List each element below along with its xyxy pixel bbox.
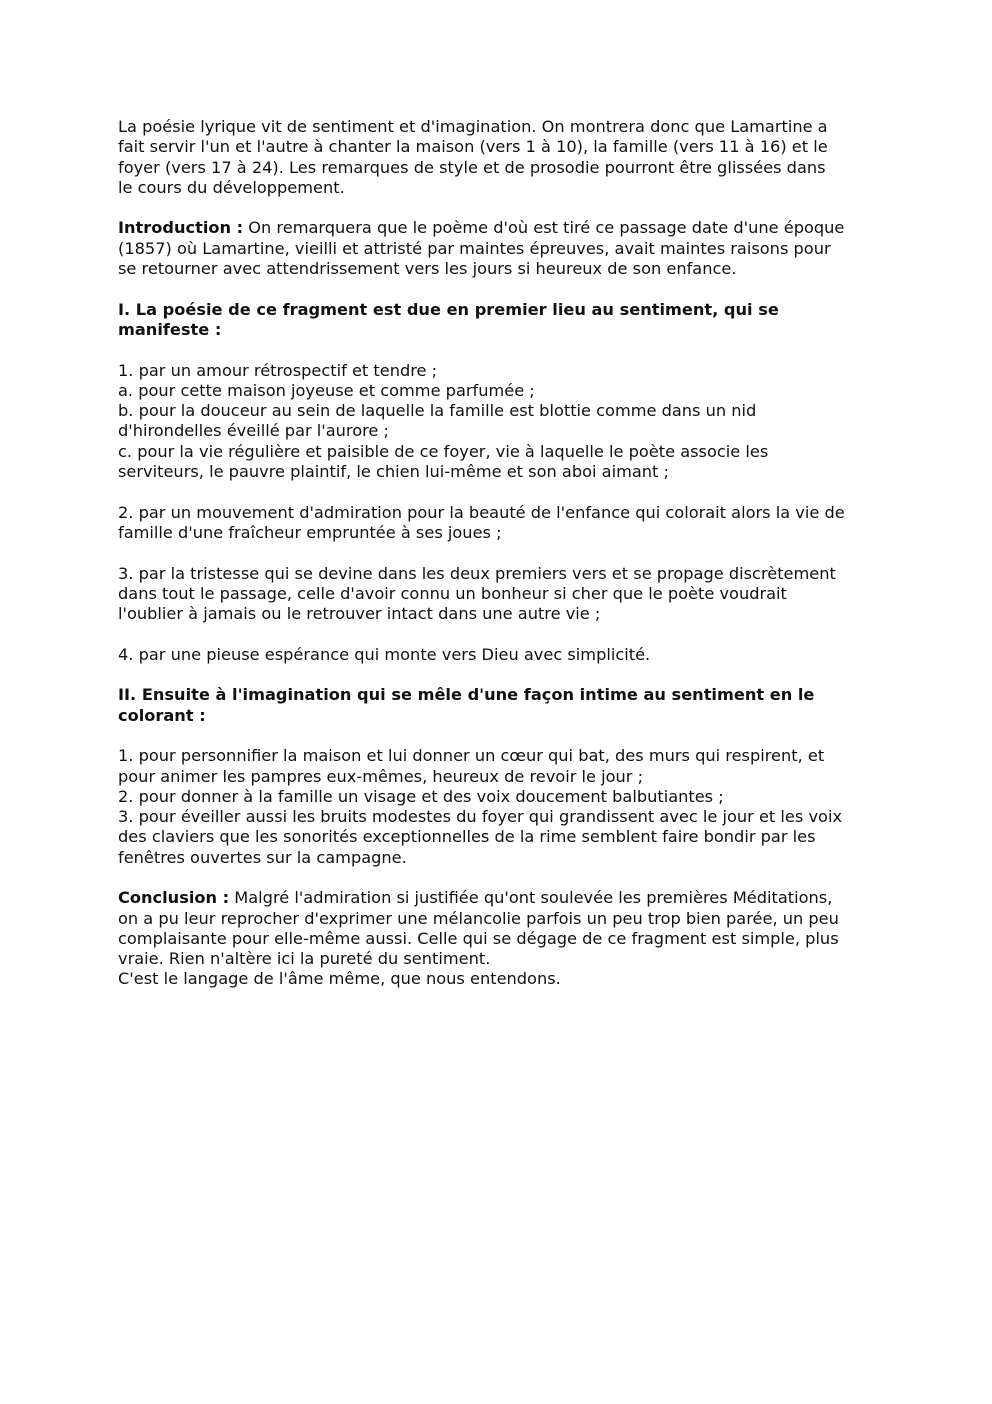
introduction-paragraph bbox=[118, 218, 878, 279]
intro-paragraph bbox=[118, 117, 878, 198]
text-line: La poésie lyrique vit de sentiment et d'imagination. On montrera donc que Lamartine a bbox=[118, 117, 828, 136]
conclusion-text: Malgré l'admiration si justifiée qu'ont soulevée les premières Méditations, bbox=[229, 888, 833, 908]
list-item: des claviers que les sonorités exceptionnelles de la rime semblent faire bondir par les bbox=[118, 827, 816, 847]
list-item: 1. par un amour rétrospectif et tendre ; bbox=[118, 360, 438, 380]
text-line: on a pu leur reprocher d'exprimer une mélancolie parfois un peu trop bien parée, un peu bbox=[118, 908, 839, 928]
list-item: 2. par un mouvement d'admiration pour la beauté de l'enfance qui colorait alors la vie de bbox=[118, 502, 845, 522]
section-1-heading bbox=[118, 300, 878, 341]
conclusion-paragraph bbox=[118, 888, 878, 989]
list-item: l'oublier à jamais ou le retrouver intact dans une autre vie ; bbox=[118, 604, 601, 624]
text-line bbox=[118, 888, 878, 908]
list-item: 2. pour donner à la famille un visage et des voix doucement balbutiantes ; bbox=[118, 786, 724, 806]
heading-line: II. Ensuite à l'imagination qui se mêle d'une façon intime au sentiment en le bbox=[118, 685, 815, 705]
list-item: fenêtres ouvertes sur la campagne. bbox=[118, 847, 407, 867]
list-item: dans tout le passage, celle d'avoir connu un bonheur si cher que le poète voudrait bbox=[118, 583, 787, 603]
text-line: le cours du développement. bbox=[118, 177, 345, 197]
list-item: 3. pour éveiller aussi les bruits modestes du foyer qui grandissent avec le jour et les voix bbox=[118, 807, 843, 827]
list-item: 4. par une pieuse espérance qui monte vers Dieu avec simplicité. bbox=[118, 644, 651, 664]
list-item: famille d'une fraîcheur empruntée à ses joues ; bbox=[118, 522, 502, 542]
list-item: 3. par la tristesse qui se devine dans les deux premiers vers et se propage discrètement bbox=[118, 563, 836, 583]
section-2-points bbox=[118, 746, 878, 868]
list-item: 1. pour personnifier la maison et lui donner un cœur qui bat, des murs qui respirent, et bbox=[118, 746, 825, 766]
introduction-text: On remarquera que le poème d'où est tiré ce passage date d'une époque bbox=[243, 218, 845, 238]
list-item: d'hirondelles éveillé par l'aurore ; bbox=[118, 421, 389, 441]
list-item: a. pour cette maison joyeuse et comme parfumée ; bbox=[118, 380, 535, 400]
text-line: vraie. Rien n'altère ici la pureté du sentiment. bbox=[118, 949, 491, 969]
document-page bbox=[118, 117, 878, 1010]
text-line: fait servir l'un et l'autre à chanter la maison (vers 1 à 10), la famille (vers 11 à 16) et le bbox=[118, 137, 828, 157]
section-1-point-1 bbox=[118, 361, 878, 483]
list-item: serviteurs, le pauvre plaintif, le chien lui-même et son aboi aimant ; bbox=[118, 462, 669, 482]
section-1-point-3 bbox=[118, 564, 878, 625]
introduction-label: Introduction : bbox=[118, 218, 244, 238]
heading-line: colorant : bbox=[118, 705, 206, 725]
section-1-point-4 bbox=[118, 645, 878, 665]
text-line bbox=[118, 218, 878, 238]
heading-line: manifeste : bbox=[118, 319, 222, 339]
heading-line: I. La poésie de ce fragment est due en premier lieu au sentiment, qui se bbox=[118, 299, 779, 319]
text-line: se retourner avec attendrissement vers les jours si heureux de son enfance. bbox=[118, 259, 737, 279]
section-2-heading bbox=[118, 685, 878, 726]
list-item: b. pour la douceur au sein de laquelle la famille est blottie comme dans un nid bbox=[118, 401, 757, 421]
list-item: pour animer les pampres eux-mêmes, heureux de revoir le jour ; bbox=[118, 766, 644, 786]
text-line: complaisante pour elle-même aussi. Celle qui se dégage de ce fragment est simple, plus bbox=[118, 928, 839, 948]
conclusion-label: Conclusion : bbox=[118, 888, 230, 908]
section-1-point-2 bbox=[118, 503, 878, 544]
list-item: c. pour la vie régulière et paisible de ce foyer, vie à laquelle le poète associe les bbox=[118, 441, 769, 461]
text-line: (1857) où Lamartine, vieilli et attristé par maintes épreuves, avait maintes raisons pour bbox=[118, 238, 831, 258]
text-line: C'est le langage de l'âme même, que nous entendons. bbox=[118, 969, 561, 989]
text-line: foyer (vers 17 à 24). Les remarques de style et de prosodie pourront être glissées dans bbox=[118, 157, 826, 177]
